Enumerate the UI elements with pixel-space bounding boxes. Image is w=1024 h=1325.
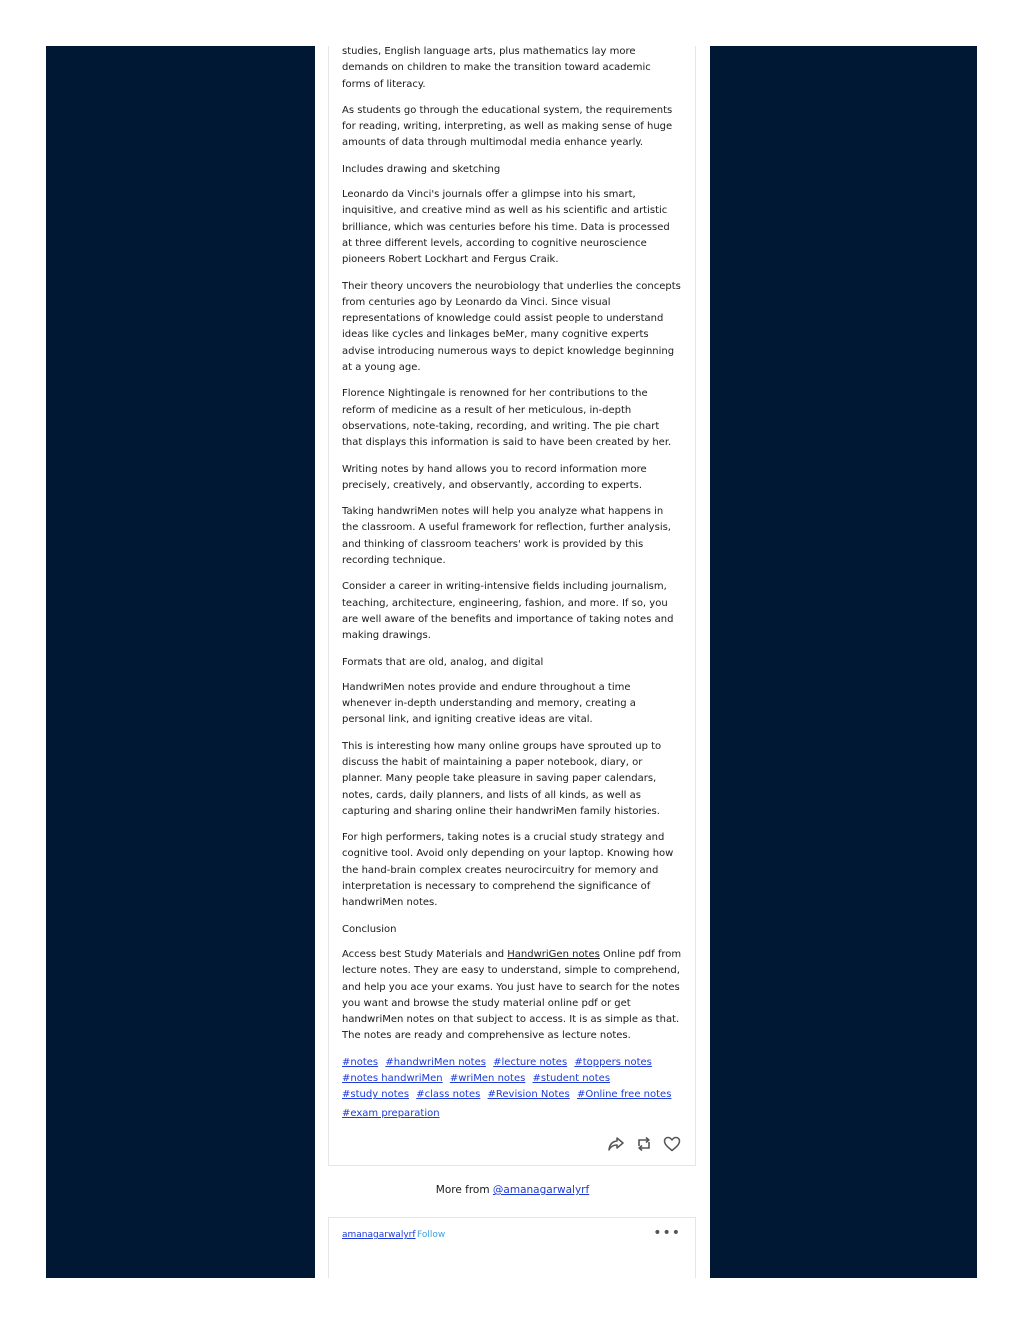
conclusion-text-start: Access best Study Materials and: [342, 948, 508, 960]
next-post-card: [328, 1217, 696, 1278]
paragraph: For high performers, taking notes is a crucial study strategy and cognitive tool. Avoid only depending on your laptop. Knowing how the hand-brain complex creates neurocircuitry for memory and interpretation is necessary to comprehend the significance of handwriMen notes.: [342, 832, 674, 909]
paragraph: Writing notes by hand allows you to record information more precisely, creatively, and observantly, according to experts.: [342, 463, 647, 491]
heart-icon[interactable]: [663, 1136, 681, 1152]
post-card: [328, 46, 696, 1166]
follow-button[interactable]: Follow: [417, 1230, 446, 1240]
conclusion-paragraph: [342, 947, 682, 1045]
more-from-label: [315, 1184, 710, 1196]
tag-list: [342, 1055, 682, 1104]
paragraph: Their theory uncovers the neurobiology that underlies the concepts from centuries ago by Leonardo da Vinci. Since visual representations of knowledge could assist people to understand ideas like cycles and linkages beMer, many cognitive experts advise introducing numerous ways to depict knowledge beginning at a young age.: [342, 280, 681, 374]
tag-link[interactable]: #notes: [342, 1056, 379, 1068]
tag-link[interactable]: #lecture notes: [493, 1056, 568, 1068]
tag-link[interactable]: #Online free notes: [576, 1089, 672, 1101]
tag-link[interactable]: #Revision Notes: [487, 1089, 570, 1101]
tag-link[interactable]: #handwriMen notes: [385, 1056, 486, 1068]
post-actions: [607, 1136, 681, 1152]
tag-link[interactable]: #notes handwriMen: [342, 1073, 443, 1085]
share-icon[interactable]: [607, 1136, 625, 1152]
paragraph: Leonardo da Vinci's journals offer a glimpse into his smart, inquisitive, and creative mind as well as his scientific and artistic brilliance, which was centuries before his time. Data is processed at three different levels, according to cognitive neuroscience pioneers Robert Lockhart and Fergus Craik.: [342, 189, 670, 266]
tag-list-last: [342, 1106, 682, 1122]
reblog-icon[interactable]: [635, 1136, 653, 1152]
paragraph: As students go through the educational system, the requirements for reading, writing, interpreting, as well as making sense of huge amounts of data through multimodal media enhance yearly.: [342, 104, 673, 149]
tag-link[interactable]: #student notes: [532, 1073, 611, 1085]
paragraph: studies, English language arts, plus mathematics lay more demands on children to make the transition toward academic forms of literacy.: [342, 46, 651, 90]
conclusion-text-end: Online pdf from lecture notes. They are easy to understand, simple to comprehend, and help you ace your exams. You just have to search for the notes you want and browse the study material online pdf or get handwriMen notes on that subject to access. It is as simple as that. The notes are ready and comprehensive as lecture notes.: [342, 948, 682, 1042]
post-body: [342, 46, 682, 1122]
paragraph: HandwriMen notes provide and endure throughout a time whenever in-depth understanding and memory, creating a personal link, and igniting creative ideas are vital.: [342, 681, 636, 726]
paragraph: This is interesting how many online groups have sprouted up to discuss the habit of maintaining a paper notebook, diary, or planner. Many people take pleasure in saving paper calendars, notes, cards, daily planners, and lists of all kinds, as well as capturing and sharing online their handwriMen family histories.: [342, 740, 662, 817]
tag-link[interactable]: #wriMen notes: [449, 1073, 526, 1085]
section-heading: Includes drawing and sketching: [342, 163, 501, 175]
more-options-icon[interactable]: •••: [653, 1225, 681, 1241]
more-from-handle-link[interactable]: @amanagarwalyrf: [492, 1184, 590, 1196]
section-heading: Formats that are old, analog, and digital: [342, 656, 544, 668]
more-from-prefix: More from: [435, 1184, 493, 1196]
content-column: [315, 46, 710, 1278]
tag-link[interactable]: #class notes: [416, 1089, 481, 1101]
username-link[interactable]: amanagarwalyrf: [342, 1230, 416, 1240]
tag-link[interactable]: #study notes: [342, 1089, 410, 1101]
tag-link[interactable]: #toppers notes: [574, 1056, 652, 1068]
paragraph: Consider a career in writing-intensive fields including journalism, teaching, architecture, engineering, fashion, and more. If so, you are well aware of the benefits and importance of taking notes and making drawings.: [342, 581, 674, 642]
paragraph: Florence Nightingale is renowned for her contributions to the reform of medicine as a result of her meticulous, in-depth observations, note-taking, recording, and writing. The pie chart that displays this information is said to have been created by her.: [342, 388, 672, 449]
handwritten-notes-link[interactable]: HandwriGen notes: [507, 948, 600, 960]
page-background: [46, 46, 977, 1278]
section-heading: Conclusion: [342, 923, 397, 935]
tag-link[interactable]: #exam preparation: [342, 1107, 440, 1119]
paragraph: Taking handwriMen notes will help you analyze what happens in the classroom. A useful framework for reflection, further analysis, and thinking of classroom teachers' work is provided by this recording technique.: [342, 506, 671, 567]
